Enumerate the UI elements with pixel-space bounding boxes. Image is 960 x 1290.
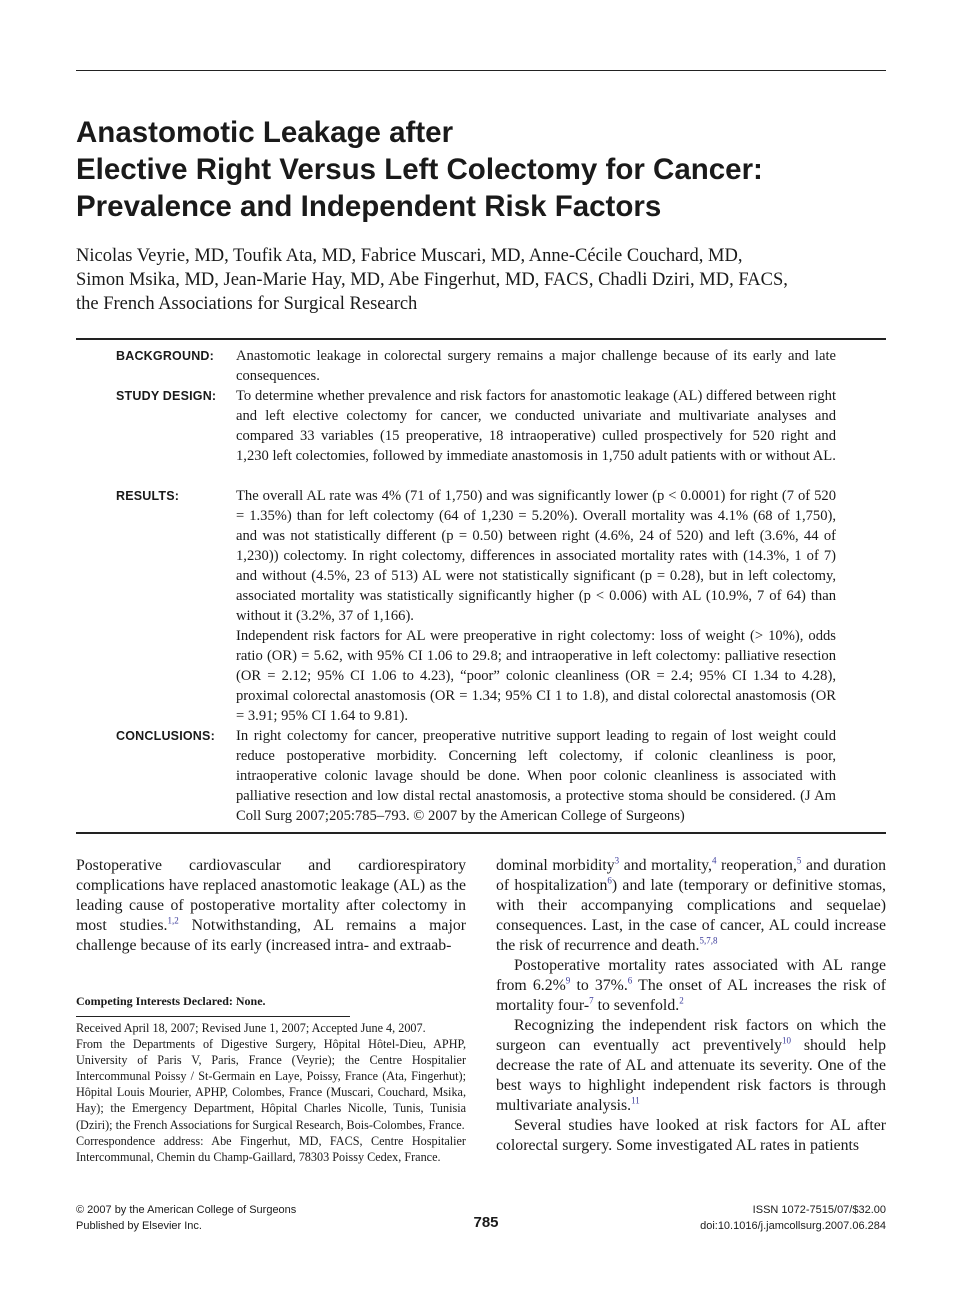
- citation-link[interactable]: 10: [782, 1035, 792, 1046]
- publisher: Published by Elsevier Inc.: [76, 1220, 202, 1232]
- body-paragraph: Postoperative mortality rates associated with AL range from 6.2%$^9$ to 37%.$^6$ The onset of AL increases the risk of mortality four-$^7$ to sevenfold.$^2$: [496, 957, 887, 1014]
- abstract-label: STUDY DESIGN:: [116, 389, 217, 403]
- body-column-right: [496, 856, 886, 1156]
- doi-link[interactable]: doi:10.1016/j.jamcollsurg.2007.06.284: [700, 1220, 886, 1232]
- citation-link[interactable]: 7: [589, 995, 594, 1006]
- citation-link[interactable]: 6: [607, 875, 612, 886]
- issn: ISSN 1072-7515/07/$32.00: [752, 1204, 886, 1216]
- abstract-label: RESULTS:: [116, 489, 180, 503]
- footer-left: [76, 1202, 296, 1234]
- citation-link[interactable]: 9: [565, 975, 571, 986]
- abstract-text: In right colectomy for cancer, preoperative nutritive support leading to regain of lost weight could reduce postoperative morbidity. Concerning left colectomy, if colonic cleanliness is poor, intraoperative colonic lavage should be done. When poor colonic cleanliness is associated with palliative resection and low distal rectal anastomosis, a protective stoma should be considered. (J Am Coll Surg 2007;205:785–793. © 2007 by the American College of Surgeons): [236, 728, 836, 824]
- title-line: Elective Right Versus Left Colectomy for Cancer:: [76, 153, 763, 186]
- body-paragraph: dominal morbidity$^3$ and mortality,$^4$ reoperation,$^5$ and duration of hospitalization$^6$) and late (temporary or definitive stomas, with their accompanying complications and sequelae) consequences. Last, in the case of cancer, AL could increase the risk of recurrence and death.$^{5,7,8}$: [496, 855, 887, 954]
- results-paragraph: Independent risk factors for AL were preoperative in right colectomy: loss of weight (> 10%), odds ratio (OR) = 5.62, with 95% CI 1.06 to 29.8; and intraoperative in left colectomy: palliative resection (OR = 2.12; 95% CI 1.06 to 4.23), “poor” colonic cleanliness (OR = 2.4; 95% CI 1.34 to 4.28), proximal colorectal anastomosis (OR = 1.34; 95% CI 1 to 1.8), and distal colorectal anastomosis (OR = 3.91; 95% CI 1.64 to 9.81).: [236, 628, 836, 724]
- abstract-text: [236, 486, 836, 726]
- title-line: Anastomotic Leakage after: [76, 116, 454, 149]
- body-paragraph: Several studies have looked at risk factors for AL after colorectal surgery. Some investigated AL rates in patients: [496, 1117, 886, 1154]
- footnotes: [76, 1020, 466, 1165]
- correspondence: Correspondence address: Abe Fingerhut, MD, FACS, Centre Hospitalier Intercommunal, Chemin du Champ-Gaillard, 78303 Poissy Cedex, France.: [76, 1133, 466, 1164]
- title-line: Prevalence and Independent Risk Factors: [76, 190, 662, 223]
- author-line: Simon Msika, MD, Jean-Marie Hay, MD, Abe Fingerhut, MD, FACS, Chadli Dziri, MD, FACS,: [76, 270, 788, 290]
- citation-link[interactable]: 2: [679, 995, 684, 1006]
- affiliations: From the Departments of Digestive Surgery, Hôpital Hôtel-Dieu, APHP, University of Paris V, Paris, France (Veyrie); the Centre Hospitalier Intercommunal Poissy / St-Germain en Laye, Poissy, France (Ata, Fingerhut); Hôpital Louis Mourier, APHP, Colombes, France (Muscari, Couchard, Msika, Hay); the Emergency Department, Hôpital Charles Nicolle, Tunis, Tunisia (Dziri); the French Associations for Surgical Research, Bois-Colombes, France.: [76, 1037, 466, 1132]
- received-dates: Received April 18, 2007; Revised June 1, 2007; Accepted June 4, 2007.: [76, 1021, 426, 1035]
- citation-link[interactable]: 1,2: [167, 915, 179, 926]
- author-list: [76, 244, 886, 316]
- citation-link[interactable]: 4: [711, 855, 717, 866]
- citation-link[interactable]: 11: [631, 1095, 640, 1106]
- top-rule: [76, 70, 886, 71]
- page-number: 785: [473, 1214, 499, 1231]
- body-paragraph: Recognizing the independent risk factors on which the surgeon can eventually act preventively$^{10}$ should help decrease the rate of AL and attenuate its severity. One of the best ways to highlight independent risk factors is through multivariate analysis.$^{11}$: [496, 1017, 886, 1114]
- abstract-text: Anastomotic leakage in colorectal surgery remains a major challenge because of its early and late consequences.: [236, 348, 836, 384]
- abstract-label: BACKGROUND:: [116, 349, 215, 363]
- body-column-left: [76, 856, 466, 956]
- body-paragraph: Postoperative cardiovascular and cardiorespiratory complications have replaced anastomotic leakage (AL) as the leading cause of postoperative mortality after colectomy in most studies.$^{1,2}$ Notwithstanding, AL remains a major challenge because of its early (increased intra- and extraab-: [76, 857, 466, 954]
- copyright: © 2007 by the American College of Surgeons: [76, 1204, 297, 1216]
- abstract-box: [76, 338, 886, 834]
- author-line: Nicolas Veyrie, MD, Toufik Ata, MD, Fabrice Muscari, MD, Anne-Cécile Couchard, MD,: [76, 246, 743, 266]
- footer-right: [700, 1202, 886, 1234]
- author-line: the French Associations for Surgical Research: [76, 294, 418, 314]
- citation-link[interactable]: 5: [796, 855, 802, 866]
- article-title: [76, 114, 886, 225]
- results-paragraph: The overall AL rate was 4% (71 of 1,750) and was significantly lower (p < 0.0001) for right (7 of 520 = 1.35%) than for left colectomy (64 of 1,230 = 5.20%). Overall mortality was 4.1% (68 of 1,750), and was not statistically different (p = 0.50) between right (4.6%, 24 of 520) and left (3.6%, 44 of 1,230)) colectomy. In right colectomy, differences in associated mortality rates with (14.3%, 1 of 7) and without (4.5%, 23 of 513) AL were not statistically significant (p = 0.28), but in left colectomy, associated mortality was statistically significantly higher (p < 0.006) with AL (10.9%, 7 of 64) than without it (3.2%, 37 of 1,166).: [236, 488, 836, 624]
- competing-interests: Competing Interests Declared: None.: [76, 994, 266, 1008]
- footnote-rule: [76, 1016, 350, 1017]
- citation-link[interactable]: 5,7,8: [699, 935, 718, 946]
- abstract-text: To determine whether prevalence and risk factors for anastomotic leakage (AL) differed between right and left elective colectomy for cancer, we conducted univariate and multivariate analyses and compared 33 variables (15 preoperative, 18 intraoperative) culled prospectively for 520 right and 1,230 left colectomies, followed by immediate anastomosis in 1,750 adult patients with or without AL.: [236, 388, 836, 464]
- citation-link[interactable]: 3: [614, 855, 620, 866]
- citation-link[interactable]: 6: [627, 975, 633, 986]
- abstract-label: CONCLUSIONS:: [116, 729, 215, 743]
